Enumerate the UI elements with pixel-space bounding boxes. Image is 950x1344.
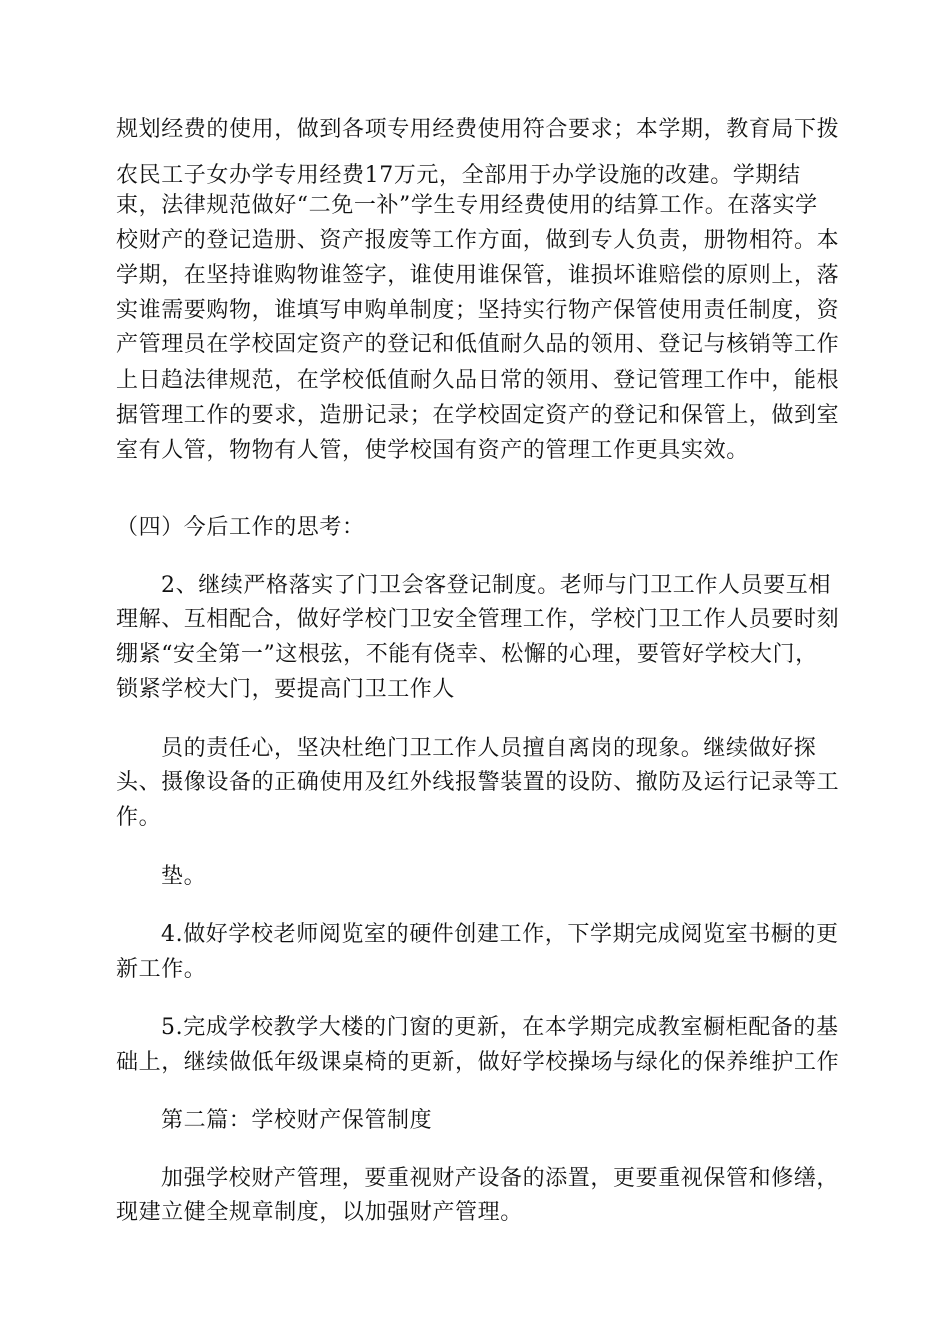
text-line: 上日趋法律规范，在学校低值耐久品日常的领用、登记管理工作中，能根 [116, 368, 840, 393]
text-line: 学期，在坚持谁购物谁签字，谁使用谁保管，谁损坏谁赔偿的原则上，落 [116, 263, 840, 288]
text-line: 5.完成学校教学大楼的门窗的更新，在本学期完成教室橱柜配备的基 [161, 1015, 839, 1040]
text-line: 加强学校财产管理，要重视财产设备的添置，更要重视保管和修缮， [161, 1166, 840, 1191]
text-line: 实谁需要购物，谁填写申购单制度；坚持实行物产保管使用责任制度，资 [116, 298, 840, 323]
section-heading: （四）今后工作的思考： [116, 515, 365, 540]
text-line: 现建立健全规章制度，以加强财产管理。 [116, 1200, 523, 1225]
text-line: 室有人管，物物有人管，使学校国有资产的管理工作更具实效。 [116, 438, 749, 463]
text-line: 校财产的登记造册、资产报废等工作方面，做到专人负责，册物相符。本 [116, 228, 840, 253]
text-line: 产管理员在学校固定资产的登记和低值耐久品的领用、登记与核销等工作 [116, 332, 840, 357]
paragraph: 垫。 [161, 864, 207, 889]
text-line: 础上，继续做低年级课桌椅的更新，做好学校操场与绿化的保养维护工作 [116, 1050, 840, 1075]
text-line: 新工作。 [116, 957, 207, 982]
text-line: 束，法律规范做好“二免一补”学生专用经费使用的结算工作。在落实学 [116, 193, 818, 218]
text-line: 绷紧“安全第一”这根弦，不能有侥幸、松懈的心理，要管好学校大门， [116, 642, 818, 667]
text-line: 农民工子女办学专用经费17万元，全部用于办学设施的改建。学期结 [116, 163, 801, 188]
section-title: 第二篇：学校财产保管制度 [161, 1108, 433, 1133]
text-line: 锁紧学校大门，要提高门卫工作人 [116, 677, 456, 702]
text-line: 4.做好学校老师阅览室的硬件创建工作，下学期完成阅览室书橱的更 [161, 922, 839, 947]
text-line: 规划经费的使用，做到各项专用经费使用符合要求；本学期，教育局下拨 [116, 117, 840, 142]
text-line: 头、摄像设备的正确使用及红外线报警装置的设防、撤防及运行记录等工 [116, 770, 840, 795]
text-line: 理解、互相配合，做好学校门卫安全管理工作，学校门卫工作人员要时刻 [116, 607, 840, 632]
text-line: 员的责任心，坚决杜绝门卫工作人员擅自离岗的现象。继续做好探 [161, 736, 817, 761]
text-line: 据管理工作的要求，造册记录；在学校固定资产的登记和保管上，做到室 [116, 403, 840, 428]
text-line: 2、继续严格落实了门卫会客登记制度。老师与门卫工作人员要互相 [161, 573, 831, 598]
text-line: 作。 [116, 805, 162, 830]
